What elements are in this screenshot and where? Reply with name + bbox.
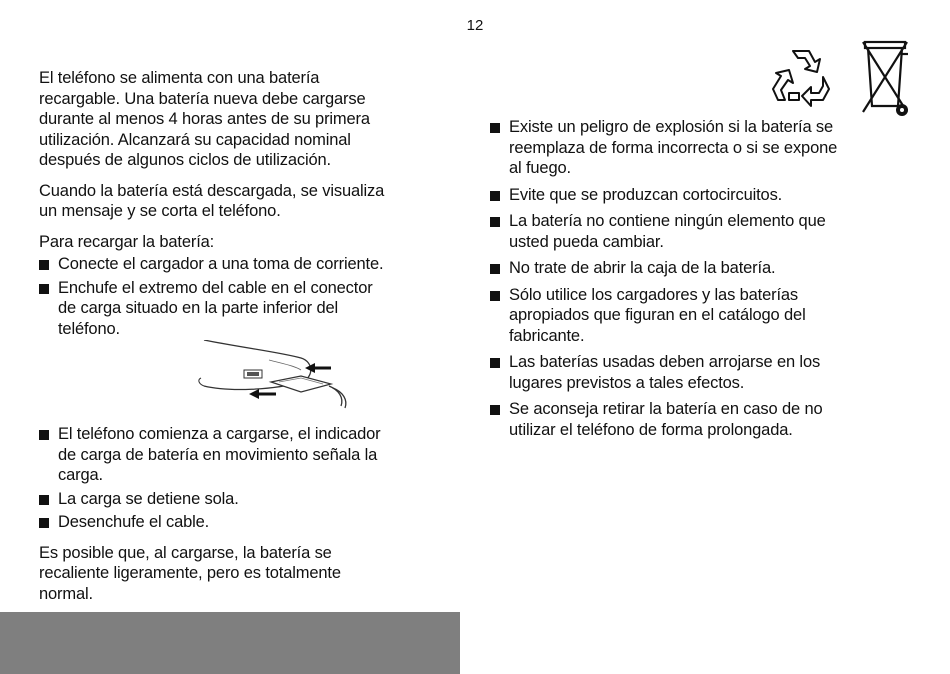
list-item: Conecte el cargador a una toma de corriente.: [39, 254, 394, 275]
list-item: No trate de abrir la caja de la batería.: [490, 258, 840, 279]
crossed-out-wheeled-bin-icon: [861, 40, 913, 118]
list-item: Evite que se produzcan cortocircuitos.: [490, 185, 840, 206]
recycle-icon: [771, 45, 831, 107]
list-item: La carga se detiene sola.: [39, 489, 394, 510]
list-item: Se aconseja retirar la batería en caso de no utilizar el teléfono de forma prolongada.: [490, 399, 840, 440]
phone-charger-connector-illustration: [39, 340, 394, 422]
intro-paragraph: El teléfono se alimenta con una batería recargable. Una batería nueva debe cargarse durante al menos 4 horas antes de su primera utilización. Alcanzará su capacidad nominal después de algunos ciclos de utilización.: [39, 69, 370, 169]
page-number: 12: [466, 17, 484, 34]
list-item: Enchufe el extremo del cable en el conector de carga situado en la parte inferior del teléfono.: [39, 278, 394, 340]
list-item: Sólo utilice los cargadores y las baterías apropiados que figuran en el catálogo del fabricante.: [490, 285, 840, 347]
list-item: Las baterías usadas deben arrojarse en los lugares previstos a tales efectos.: [490, 352, 840, 393]
charging-status-list: [39, 424, 394, 533]
list-item: El teléfono comienza a cargarse, el indicador de carga de batería en movimiento señala la carga.: [39, 424, 394, 486]
charging-illustration: [39, 340, 394, 422]
recharge-heading: Para recargar la batería:: [39, 232, 215, 251]
discharged-paragraph: Cuando la batería está descargada, se visualiza un mensaje y se corta el teléfono.: [39, 181, 385, 220]
recharge-steps-list: [39, 254, 394, 339]
list-item: La batería no contiene ningún elemento que usted pueda cambiar.: [490, 211, 840, 252]
safety-warnings-list: [490, 117, 840, 440]
footer-gray-bar: [0, 612, 460, 674]
closing-paragraph: Es posible que, al cargarse, la batería se recaliente ligeramente, pero es totalmente normal.: [39, 543, 341, 603]
left-column: [39, 68, 394, 614]
list-item: Desenchufe el cable.: [39, 512, 394, 533]
list-item: Existe un peligro de explosión si la batería se reemplaza de forma incorrecta o si se expone al fuego.: [490, 117, 840, 179]
right-column: [490, 117, 840, 446]
